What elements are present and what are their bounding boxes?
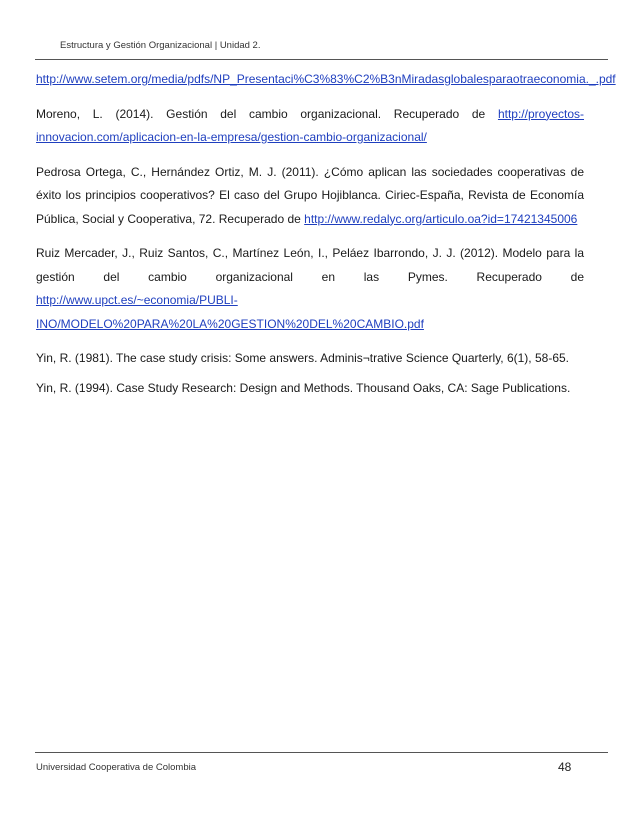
reference-text: Ruiz Mercader, J., Ruiz Santos, C., Martínez León, I., Peláez Ibarrondo, J. J. (2012). Modelo para la gestión del cambio organizacional en las Pymes. Recuperado de (36, 246, 584, 284)
reference-link-pedrosa[interactable]: http://www.redalyc.org/articulo.oa?id=17421345006 (304, 211, 578, 226)
reference-item-ruiz (36, 242, 584, 336)
reference-item-pedrosa (36, 161, 584, 232)
reference-item-moreno (36, 103, 584, 150)
reference-text: Moreno, L. (2014). Gestión del cambio organizacional. Recuperado de (36, 106, 498, 121)
reference-item-yin-1981 (36, 347, 584, 371)
reference-text: Pedrosa Ortega, C., Hernández Ortiz, M. J. (2011). ¿Cómo aplican las sociedades cooperativas de éxito los principios cooperativos? El caso del Grupo Hojiblanca. Ciriec-España, Revista de Economía Pública, Social y Cooperativa, 72. Recuperado de (36, 164, 584, 226)
page-number: 48 (558, 760, 572, 774)
reference-link-setem[interactable]: http://www.setem.org/media/pdfs/NP_Presentaci%C3%83%C2%B3nMiradasglobalesparaotraeconomia._.pdf (36, 72, 616, 86)
reference-text: Yin, R. (1981). The case study crisis: Some answers. Adminis¬trative Science Quarterly, 6(1), 58-65. (36, 351, 569, 365)
running-header: Estructura y Gestión Organizacional | Unidad 2. (60, 40, 261, 51)
reference-list (36, 68, 616, 406)
reference-text: Yin, R. (1994). Case Study Research: Design and Methods. Thousand Oaks, CA: Sage Publications. (36, 380, 571, 395)
reference-item-yin-1994 (36, 377, 584, 401)
footer-institution: Universidad Cooperativa de Colombia (36, 762, 197, 773)
header-divider (35, 59, 608, 60)
reference-item-setem (36, 68, 616, 92)
footer-divider (35, 752, 608, 753)
reference-link-ruiz[interactable]: http://www.upct.es/~economia/PUBLI-INO/MODELO%20PARA%20LA%20GESTION%20DEL%20CAMBIO.pdf (36, 293, 424, 331)
reference-link-moreno[interactable]: http://proyectos-innovacion.com/aplicacion-en-la-empresa/gestion-cambio-organizacional/ (36, 106, 584, 144)
